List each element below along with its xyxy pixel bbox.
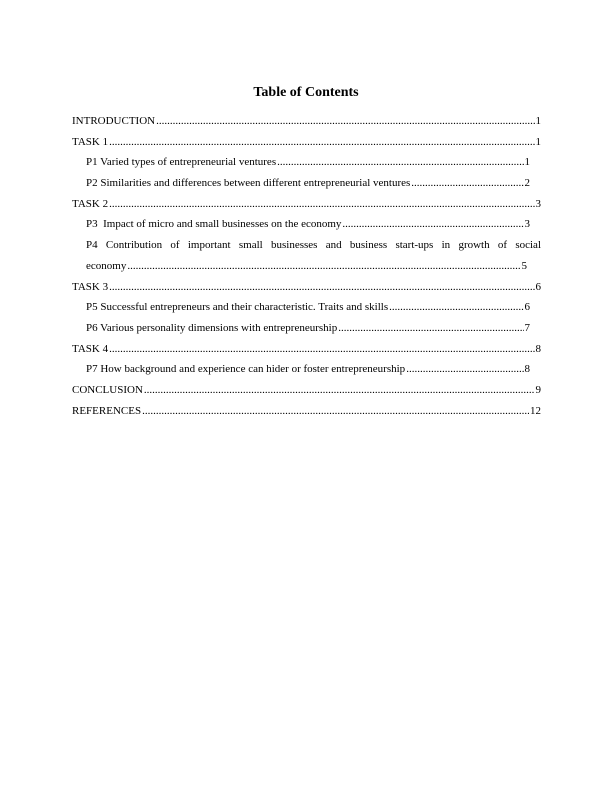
toc-entry-task-3[interactable]	[72, 277, 541, 298]
toc-entry-label: TASK 2	[72, 197, 109, 210]
toc-leader-dots	[277, 152, 523, 173]
toc-entry-task-4[interactable]	[72, 339, 541, 360]
toc-entry-p7[interactable]	[72, 359, 530, 380]
toc-leader-dots	[406, 359, 523, 380]
toc-page-number: 2	[524, 177, 530, 190]
toc-entry-label: TASK 1	[72, 135, 109, 148]
toc-leader-dots	[142, 401, 529, 422]
toc-page-number: 3	[524, 218, 530, 231]
table-of-contents	[72, 111, 541, 421]
toc-entry-introduction[interactable]	[72, 111, 541, 132]
toc-title: Table of Contents	[253, 85, 359, 100]
toc-entry-p4-continued[interactable]	[72, 256, 527, 277]
toc-page-number: 12	[530, 404, 541, 417]
toc-leader-dots	[389, 297, 523, 318]
toc-entry-task-2[interactable]	[72, 194, 541, 215]
toc-entry-p4[interactable]	[72, 235, 541, 256]
toc-leader-dots	[144, 380, 535, 401]
toc-entry-task-1[interactable]	[72, 132, 541, 153]
toc-entry-label: TASK 4	[72, 342, 109, 355]
toc-leader-dots	[156, 111, 534, 132]
toc-leader-dots	[109, 132, 534, 153]
toc-entry-label: TASK 3	[72, 280, 109, 293]
toc-page-number: 1	[535, 135, 541, 148]
toc-leader-dots	[109, 194, 534, 215]
toc-page-number: 9	[535, 383, 541, 396]
toc-page-number: 1	[535, 115, 541, 127]
toc-entry-label: CONCLUSION	[72, 383, 143, 396]
toc-entry-label: P1 Varied types of entrepreneurial ventures	[86, 156, 277, 169]
toc-entry-label: P2 Similarities and differences between different entrepreneurial ventures	[86, 177, 411, 190]
toc-page-number: 8	[535, 342, 541, 355]
toc-entry-conclusion[interactable]	[72, 380, 541, 401]
toc-page-number: 8	[524, 363, 530, 376]
toc-leader-dots	[342, 214, 523, 235]
toc-entry-p5[interactable]	[72, 297, 530, 318]
toc-leader-dots	[109, 339, 534, 360]
toc-leader-dots	[338, 318, 523, 339]
toc-entry-p2[interactable]	[72, 173, 530, 194]
toc-entry-label: P6 Various personality dimensions with entrepreneurship	[86, 321, 338, 334]
toc-leader-dots	[411, 173, 523, 194]
toc-page-number: 6	[535, 280, 541, 293]
toc-entry-label: REFERENCES	[72, 404, 142, 417]
toc-leader-dots	[109, 277, 534, 298]
toc-entry-label: P3 Impact of micro and small businesses on the economy	[86, 218, 342, 231]
toc-leader-dots	[127, 256, 520, 277]
toc-page-number: 3	[535, 197, 541, 210]
toc-entry-label: P7 How background and experience can hider or foster entrepreneurship	[86, 363, 406, 376]
toc-page-number: 6	[524, 301, 530, 314]
toc-entry-p6[interactable]	[72, 318, 530, 339]
toc-page-number: 1	[524, 156, 530, 169]
toc-page-number: 7	[524, 321, 530, 334]
toc-entry-p1[interactable]	[72, 152, 530, 173]
toc-entry-label: economy	[86, 259, 127, 272]
toc-entry-label: INTRODUCTION	[72, 115, 156, 127]
toc-entry-references[interactable]	[72, 401, 541, 422]
toc-entry-label: P4 Contribution of important small businesses and business start-ups in growth of social	[86, 239, 541, 252]
toc-page-number: 5	[521, 259, 527, 272]
toc-entry-label: P5 Successful entrepreneurs and their characteristic. Traits and skills	[86, 301, 389, 314]
toc-entry-p3[interactable]	[72, 214, 530, 235]
